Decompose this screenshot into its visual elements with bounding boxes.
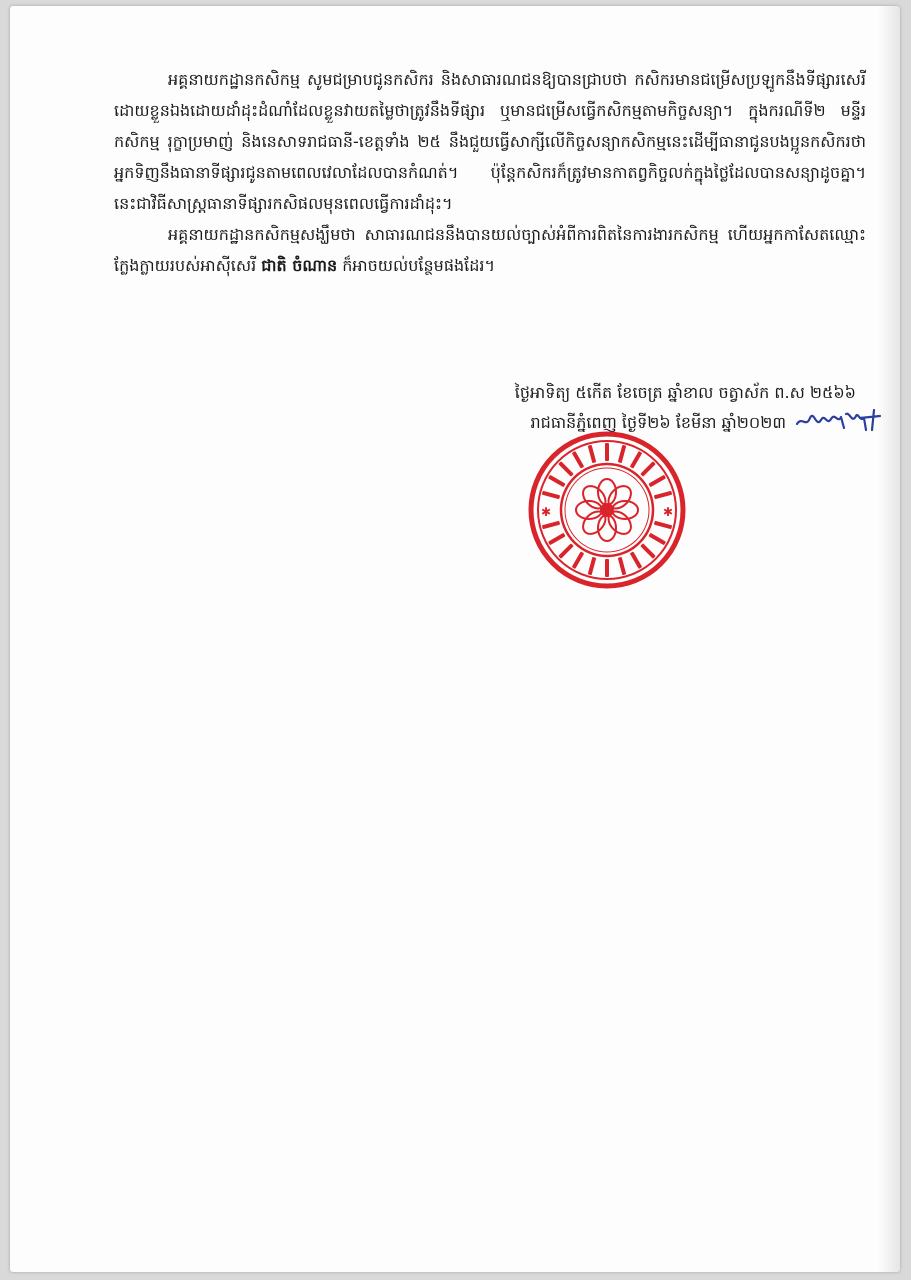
document-body	[114, 64, 866, 281]
paragraph-2-start: អគ្គនាយកដ្ឋានកសិកម្មសង្ឃឹមថា សាធារណជននឹងបានយល់ច្បាស់អំពីការពិតនៃការងារកសិកម្ម ហើយអ្នកកាសែតឈ្មោះក្លែងក្លាយរបស់អាស៊ីសេរី	[114, 225, 866, 275]
svg-text:✱: ✱	[541, 505, 552, 519]
official-seal	[527, 430, 687, 590]
lunar-date: ថ្ងៃអាទិត្យ ៥កើត ខែចេត្រ ឆ្នាំខាល ចត្វាស័ក ព.ស ២៥៦៦	[514, 383, 856, 402]
page-edge-shadow	[878, 6, 900, 1272]
paragraph-2	[114, 219, 866, 281]
paragraph-2-end: ក៏អាចយល់បន្ថែមផងដែរ។	[337, 256, 495, 275]
document-page	[10, 6, 900, 1272]
svg-text:✱: ✱	[663, 505, 674, 519]
date-block	[416, 378, 856, 438]
reporter-name: ជាតិ ចំណាន	[261, 256, 338, 275]
paragraph-1: អគ្គនាយកដ្ឋានកសិកម្ម សូមជម្រាបជូនកសិករ និងសាធារណជនឱ្យបានជ្រាបថា កសិករមានជម្រើសប្រឡូកនឹងទីផ្សារសេរីដោយខ្លួនឯងដោយដាំដុះដំណាំដែលខ្លួនវាយតម្លៃថាត្រូវនឹងទីផ្សារ ឬមានជម្រើសធ្វើកសិកម្មតាមកិច្ចសន្យា។ ក្នុងករណីទី២ មន្ទីរកសិកម្ម រុក្ខាប្រមាញ់ និងនេសាទរាជធានី-ខេត្តទាំង ២៥ នឹងជួយធ្វើសាក្សីលើកិច្ចសន្យាកសិកម្មនេះដើម្បីធានាជូនបងប្អូនកសិករថា អ្នកទិញនឹងធានាទីផ្សារជូនតាមពេលវេលាដែលបានកំណត់។ ប៉ុន្តែកសិករក៏ត្រូវមានកាតព្វកិច្ចលក់ក្នុងថ្លៃដែលបានសន្យាដូចគ្នា។ នេះជាវិធីសាស្ត្រធានាទីផ្សារកសិផលមុនពេលធ្វើការដាំដុះ។	[114, 70, 866, 213]
handwritten-signature	[794, 404, 882, 434]
place-and-date: រាជធានីភ្នំពេញ ថ្ងៃទី២៦ ខែមីនា ឆ្នាំ២០២៣	[530, 413, 786, 432]
